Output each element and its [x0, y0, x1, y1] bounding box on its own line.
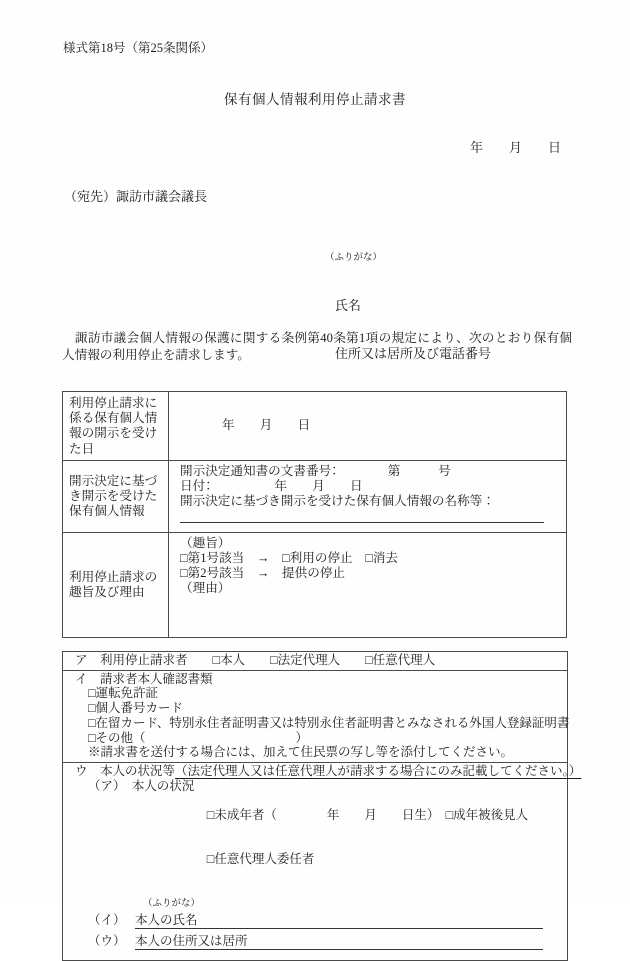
- furigana-label: （ふりがな）: [325, 253, 383, 264]
- id-documents-header: イ 請求者本人確認書類: [75, 671, 213, 686]
- mailing-note: ※請求書を送付する場合には、加えて住民票の写し等を添付してください。: [88, 745, 514, 760]
- document-title: 保有個人情報利用停止請求書: [224, 92, 406, 107]
- table-row: [63, 652, 567, 671]
- disclosure-date-label: 利用停止請求に係る保有個人情報の開示を受けた日: [63, 392, 169, 461]
- principal-address-item-label: （ウ）: [88, 934, 126, 949]
- disclosed-info-label: 開示決定に基づき開示を受けた保有個人情報: [63, 460, 169, 532]
- principal-status-header-main: ウ 本人の状況等: [75, 763, 176, 778]
- intro-paragraph: 諏訪市議会個人情報の保護に関する条例第40条第1項の規定により、次のとおり保有個人情報の利用停止を請求します。: [62, 331, 572, 362]
- purpose-item2-checkbox-line: □第2号該当 → 提供の停止: [180, 566, 346, 581]
- principal-status-options: [207, 779, 528, 897]
- requester-type-checkbox-line: ア 利用停止請求者 □本人 □法定代理人 □任意代理人: [75, 653, 436, 667]
- table-row: [63, 460, 567, 532]
- purpose-reason-label: 利用停止請求の趣旨及び理由: [63, 532, 169, 637]
- submission-date-line: 年 月 日: [470, 140, 562, 155]
- principal-name-item-label: （イ）: [88, 913, 126, 928]
- request-details-table: [62, 391, 567, 638]
- principal-status-label: （ア） 本人の状況: [88, 778, 207, 793]
- purpose-header: （趣旨）: [180, 535, 231, 550]
- write-in-underline: [180, 514, 544, 523]
- addressee-line: （宛先）諏訪市議会議長: [64, 189, 208, 204]
- principal-address-line: [75, 933, 543, 950]
- disclosure-date-value: 年 月 日: [222, 418, 311, 433]
- info-name-line: 開示決定に基づき開示を受けた保有個人情報の名称等：: [180, 494, 495, 509]
- reason-header: （理由）: [180, 581, 231, 596]
- id-doc-residence-card-checkbox: □在留カード、特別永住者証明書又は特別永住者証明書とみなされる外国人登録証明書: [88, 715, 570, 730]
- address-phone-label: 住所又は居所及び電話番号: [335, 346, 492, 362]
- decision-date-line: 日付： 年 月 日: [180, 479, 363, 494]
- id-doc-other-checkbox: □その他（ ）: [88, 730, 309, 745]
- principal-status-header-note: （法定代理人又は任意代理人が請求する場合にのみ記載してください。）: [175, 763, 582, 778]
- principal-name-line: [75, 912, 543, 929]
- minor-adult-ward-checkbox-line: □未成年者（ 年 月 日生） □成年被後見人: [206, 808, 529, 823]
- doc-number-line: 開示決定通知書の文書番号： 第 号: [180, 463, 451, 478]
- furigana-label-2: （ふりがな）: [143, 899, 201, 910]
- table-row: [63, 763, 582, 960]
- principal-address-write-in: 本人の住所又は居所: [135, 933, 543, 950]
- id-doc-mynumber-card-checkbox: □個人番号カード: [88, 701, 184, 716]
- requester-info-table: [62, 651, 582, 961]
- table-row: [63, 392, 567, 461]
- table-row: [63, 671, 570, 763]
- id-doc-drivers-license-checkbox: □運転免許証: [88, 686, 159, 701]
- form-number: 様式第18号（第25条関係）: [63, 41, 214, 55]
- principal-status-header: [75, 763, 582, 779]
- purpose-item1-checkbox-line: □第1号該当 → □利用の停止 □消去: [180, 551, 399, 566]
- principal-status-line: [75, 779, 561, 897]
- name-label: 氏名: [335, 297, 362, 313]
- table-row: [63, 532, 567, 637]
- principal-name-write-in: 本人の氏名: [135, 912, 543, 929]
- voluntary-agent-delegator-checkbox: □任意代理人委任者: [206, 852, 315, 867]
